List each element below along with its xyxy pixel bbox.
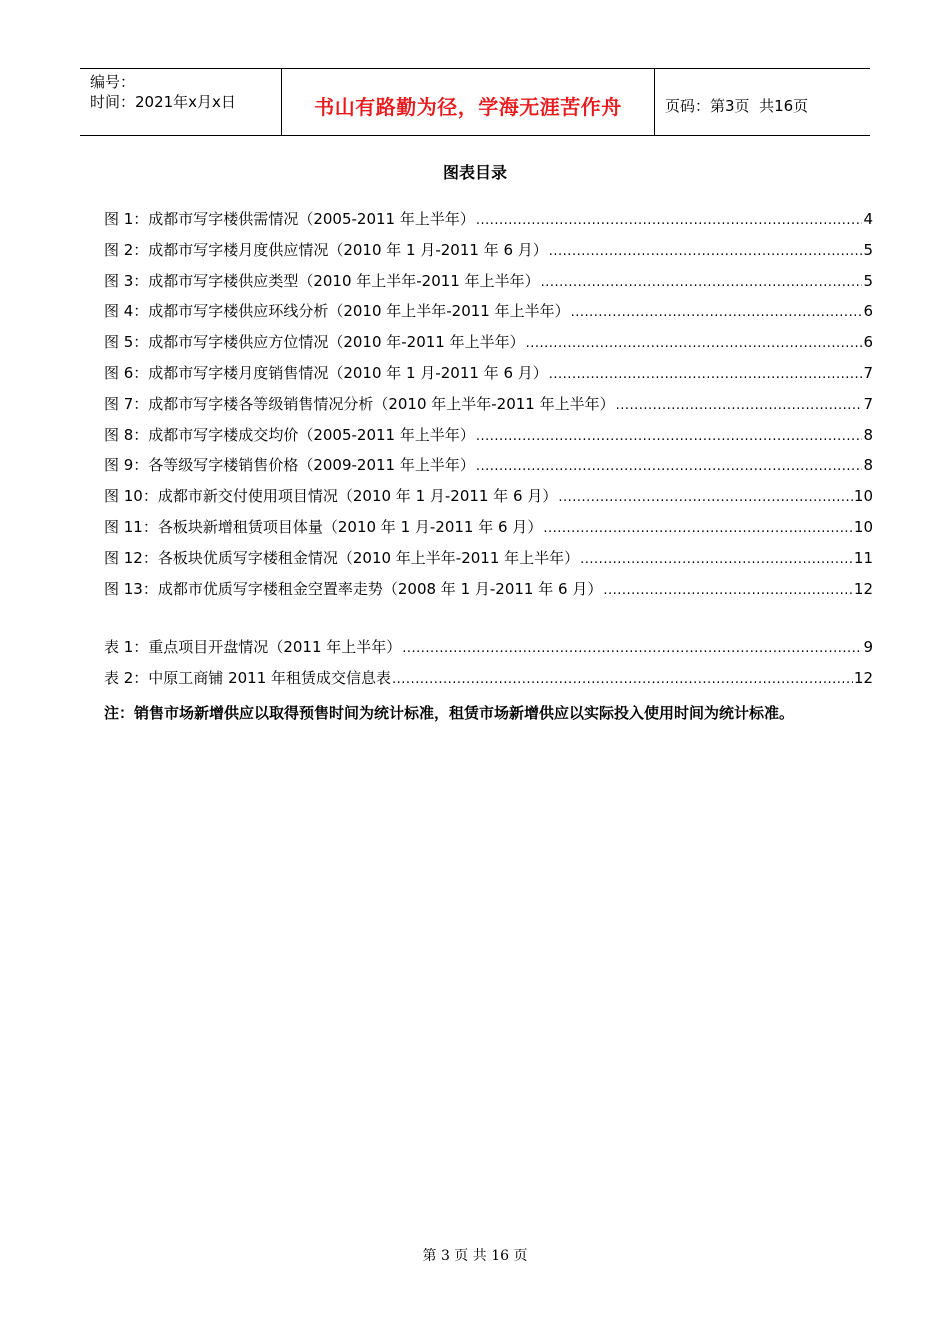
toc-figure-entry[interactable] <box>104 239 873 270</box>
toc-figure-entry-page-number: 5 <box>863 240 873 259</box>
toc-table-entry[interactable] <box>104 667 873 698</box>
toc-figure-entry-label: 图 7：成都市写字楼各等级销售情况分析（2010 年上半年-2011 年上半年） <box>104 394 615 413</box>
header-meta-cell <box>80 69 281 135</box>
dot-leader <box>476 213 863 228</box>
dot-leader <box>541 275 863 290</box>
toc-figure-entry-page-number: 8 <box>863 425 873 444</box>
dot-leader <box>476 459 863 474</box>
toc-figure-entry[interactable] <box>104 300 873 331</box>
document-number-label: 编号： <box>90 73 136 91</box>
header-page-info: 页码：第3页 共16页 <box>665 96 809 115</box>
toc-table-entry-page-number: 12 <box>853 668 873 687</box>
header-page-cell <box>655 69 870 135</box>
dot-leader <box>571 305 863 320</box>
toc-figure-entry-label: 图 10：成都市新交付使用项目情况（2010 年 1 月-2011 年 6 月） <box>104 487 558 506</box>
toc-figure-entry-label: 图 2：成都市写字楼月度供应情况（2010 年 1 月-2011 年 6 月） <box>104 240 548 259</box>
toc-figure-entry-page-number: 4 <box>863 210 873 228</box>
dot-leader <box>603 583 853 598</box>
toc-figure-entry-page-number: 7 <box>863 363 873 382</box>
dot-leader <box>392 672 853 687</box>
toc-figure-entry-label: 图 9：各等级写字楼销售价格（2009-2011 年上半年） <box>104 456 475 475</box>
dot-leader <box>580 552 853 567</box>
toc-figure-entry-page-number: 12 <box>853 579 873 598</box>
document-time-label: 时间：2021年x月x日 <box>90 93 236 111</box>
toc-figure-entry[interactable] <box>104 362 873 393</box>
toc-table-entry-label: 表 2：中原工商铺 2011 年租赁成交信息表 <box>104 668 392 687</box>
toc-figure-entry[interactable] <box>104 270 873 301</box>
toc-figure-entry[interactable] <box>104 547 873 578</box>
toc-figure-entry-label: 图 4：成都市写字楼供应环线分析（2010 年上半年-2011 年上半年） <box>104 302 570 321</box>
toc-figure-entry-page-number: 6 <box>863 333 873 352</box>
figure-list <box>104 208 873 608</box>
toc-figure-entry[interactable] <box>104 393 873 424</box>
toc-figure-entry-page-number: 10 <box>853 487 873 506</box>
toc-figure-entry[interactable] <box>104 454 873 485</box>
header-motto-cell <box>281 69 655 135</box>
toc-figure-entry[interactable] <box>104 424 873 455</box>
toc-figure-entry[interactable] <box>104 208 873 239</box>
toc-table-entry-label: 表 1：重点项目开盘情况（2011 年上半年） <box>104 638 402 656</box>
toc-table-entry[interactable] <box>104 636 873 667</box>
page-footer: 第 3 页 共 16 页 <box>422 1248 528 1264</box>
dot-leader <box>558 490 853 505</box>
toc-figure-entry-label: 图 5：成都市写字楼供应方位情况（2010 年-2011 年上半年） <box>104 333 525 352</box>
dot-leader <box>476 429 863 444</box>
toc-figure-entry-page-number: 11 <box>853 548 873 567</box>
header-table <box>80 68 870 136</box>
toc-figure-entry-label: 图 6：成都市写字楼月度销售情况（2010 年 1 月-2011 年 6 月） <box>104 363 548 382</box>
toc-figure-entry-label: 图 12：各板块优质写字楼租金情况（2010 年上半年-2011 年上半年） <box>104 548 580 567</box>
toc-figure-entry-label: 图 13：成都市优质写字楼租金空置率走势（2008 年 1 月-2011 年 6 月） <box>104 579 603 598</box>
toc-figure-entry-label: 图 3：成都市写字楼供应类型（2010 年上半年-2011 年上半年） <box>104 271 540 290</box>
toc-figure-entry-label: 图 11：各板块新增租赁项目体量（2010 年 1 月-2011 年 6 月） <box>104 517 543 536</box>
dot-leader <box>616 398 863 413</box>
dot-leader <box>543 521 853 536</box>
dot-leader <box>526 336 863 351</box>
dot-leader <box>549 367 863 382</box>
toc-figure-entry-label: 图 8：成都市写字楼成交均价（2005-2011 年上半年） <box>104 425 475 444</box>
toc-figure-entry[interactable] <box>104 578 873 609</box>
dot-leader <box>549 244 863 259</box>
toc-figure-entry[interactable] <box>104 485 873 516</box>
dot-leader <box>402 641 862 656</box>
toc-table-entry-page-number: 9 <box>863 638 873 656</box>
table-list <box>104 636 873 698</box>
toc-figure-entry[interactable] <box>104 516 873 547</box>
header-motto: 书山有路勤为径，学海无涯苦作舟 <box>314 94 622 119</box>
toc-figure-entry-page-number: 5 <box>863 271 873 290</box>
toc-figure-entry-page-number: 10 <box>853 517 873 536</box>
toc-figure-entry-page-number: 7 <box>863 394 873 413</box>
toc-title: 图表目录 <box>442 163 507 182</box>
toc-figure-entry[interactable] <box>104 331 873 362</box>
toc-figure-entry-label: 图 1：成都市写字楼供需情况（2005-2011 年上半年） <box>104 210 475 228</box>
toc-figure-entry-page-number: 6 <box>863 302 873 321</box>
statistics-note: 注：销售市场新增供应以取得预售时间为统计标准，租赁市场新增供应以实际投入使用时间为统计标准。 <box>104 704 795 722</box>
toc-figure-entry-page-number: 8 <box>863 456 873 475</box>
